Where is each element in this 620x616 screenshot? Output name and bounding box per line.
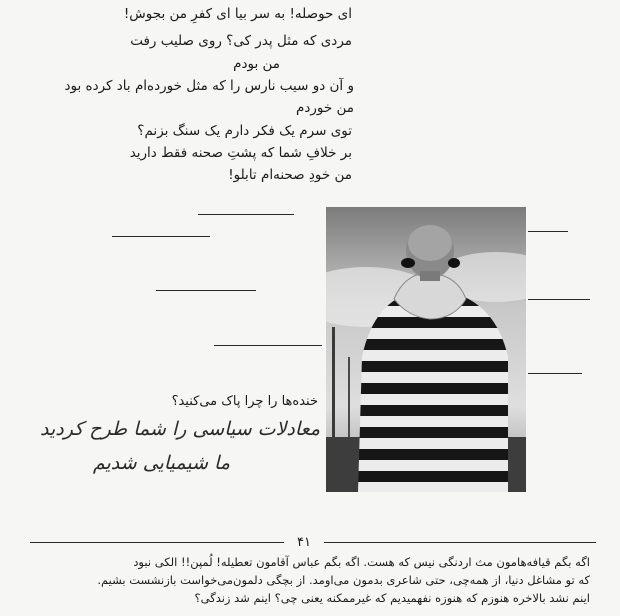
poem-line-7: بر خلافِ شما که پشتِ صحنه فقط دارید: [129, 145, 352, 161]
blank-line-4: [214, 345, 322, 346]
blank-line-3: [156, 290, 256, 291]
poem-line-4: و آن دو سیب نارس را که مثل خورده‌ام باد کرده بود: [64, 78, 354, 94]
page-number: ۴۱: [284, 535, 324, 550]
footer-line-3: اینم نشد بالاخره هنوزم که هنوزه نفهمیدیم که غیرممکنه یعنی چی؟ اینم شد زندگی؟: [194, 591, 590, 605]
blank-line-1: [198, 214, 294, 215]
poem-line-1: ای حوصله! به سر بیا ای کفرِ من بجوش!: [123, 6, 352, 22]
blank-line-2: [112, 236, 210, 237]
poem-line-6: توی سرم یک فکر دارم یک سنگ بزنم؟: [137, 123, 352, 139]
footer-line-1: اگه بگم قیافه‌هامون مث اردنگی نیس که هست. اگه بگم عباس آقامون تعطیله! لُمپن!! الکی نبود: [133, 555, 590, 569]
caption-question: خنده‌ها را چرا پاک می‌کنید؟: [171, 394, 318, 409]
poem-line-8: من خودِ صحنه‌ام تابلو!: [228, 167, 352, 183]
poem-line-5: من خوردم: [295, 100, 354, 116]
blank-line-5: [528, 231, 568, 232]
poem-line-2: مردی که مثل پدر کی؟ روی صلیب رفت: [130, 33, 352, 49]
photograph: [326, 207, 526, 492]
footer-line-2: که تو مشاغل دنیا، از همه‌چی، حتی شاعری بدمون می‌اومد. از بچگی دلمون‌می‌خواست بازنشست بشیم.: [97, 573, 590, 587]
blank-line-6: [528, 299, 590, 300]
handwritten-line-2: ما شیمیایی شدیم: [92, 452, 230, 474]
handwritten-line-1: معادلات سیاسی را شما طرح کردید: [40, 418, 320, 440]
poem-line-3: من بودم: [233, 56, 280, 72]
photo-illustration: [326, 207, 526, 492]
blank-line-7: [528, 373, 582, 374]
